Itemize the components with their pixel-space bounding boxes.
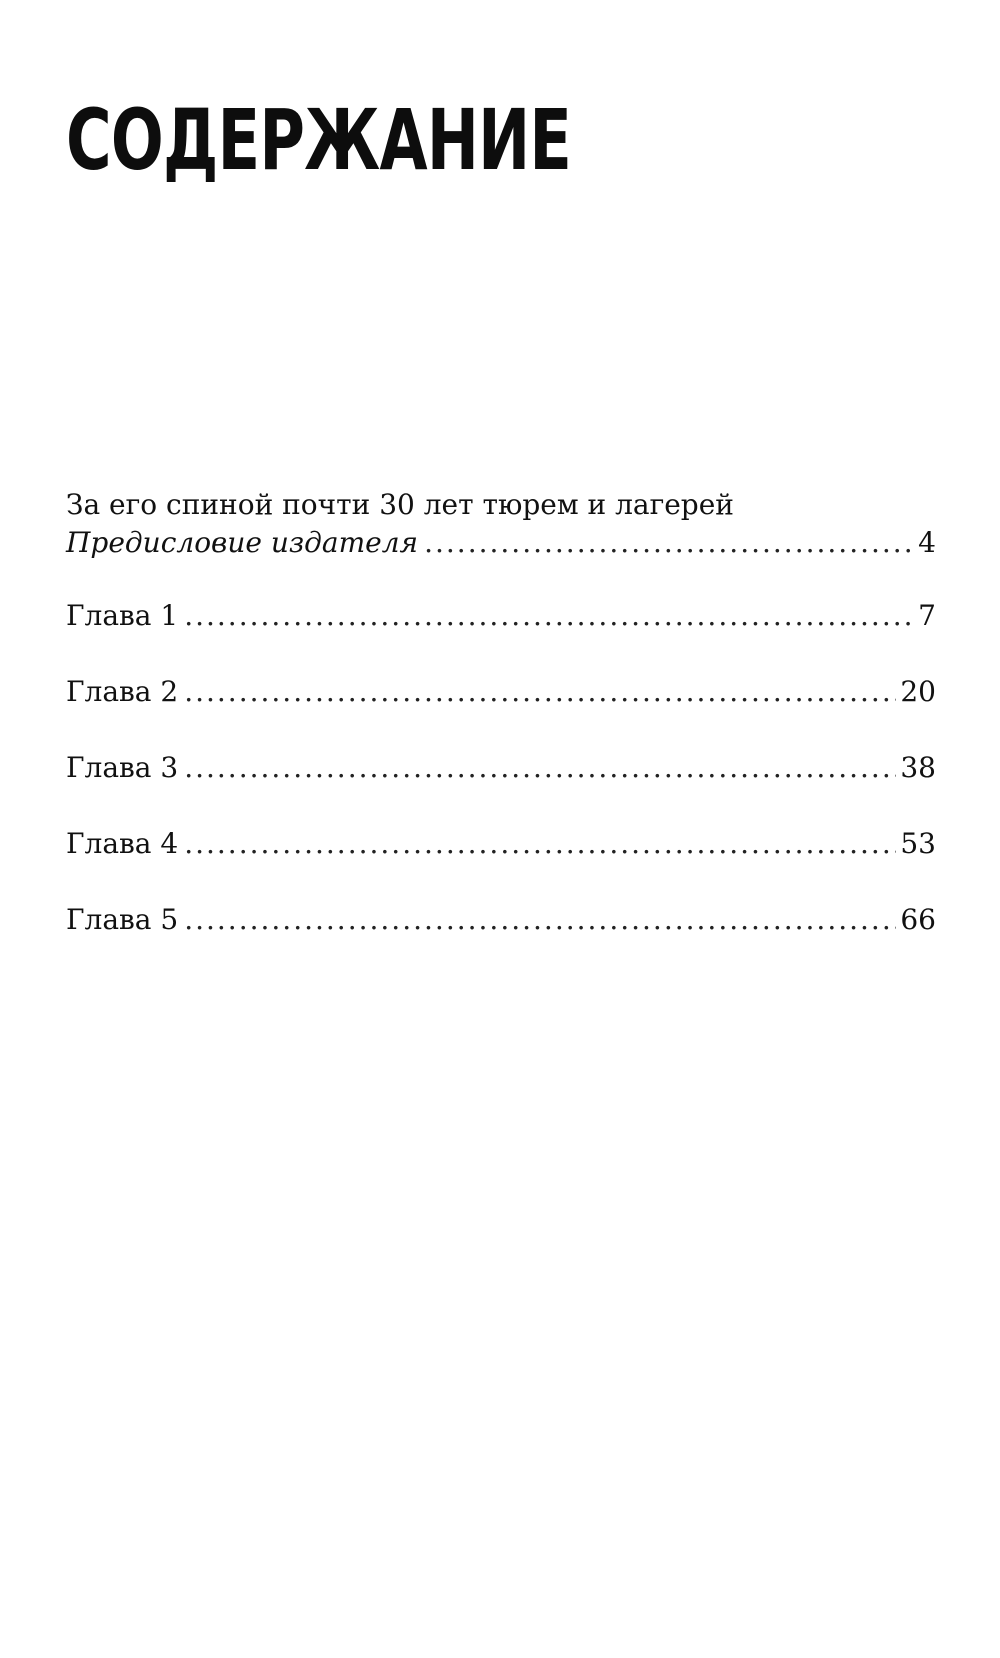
toc-preface-title: За его спиной почти 30 лет тюрем и лагерей xyxy=(66,488,734,521)
toc-page-number: 38 xyxy=(900,751,936,784)
toc-entry-chapter-3[interactable] xyxy=(66,749,936,787)
toc-entry-preface[interactable] xyxy=(66,486,936,562)
toc-chapter-label: Глава 2 xyxy=(66,675,179,708)
toc-entry-chapter-2[interactable] xyxy=(66,673,936,711)
toc-chapter-label: Глава 5 xyxy=(66,903,179,936)
toc-entry-chapter-4[interactable] xyxy=(66,825,936,863)
table-of-contents xyxy=(66,486,936,977)
toc-entry-chapter-5[interactable] xyxy=(66,901,936,939)
toc-chapter-label: Глава 4 xyxy=(66,827,179,860)
toc-page-number: 53 xyxy=(900,827,936,860)
page-title: СОДЕРЖАНИЕ xyxy=(66,91,572,189)
toc-page-number: 7 xyxy=(918,599,936,632)
toc-preface-line xyxy=(66,524,936,562)
dot-leader xyxy=(184,597,914,635)
dot-leader xyxy=(184,673,896,711)
toc-page-number: 4 xyxy=(918,526,936,559)
dot-leader xyxy=(184,901,896,939)
toc-page-number: 20 xyxy=(900,675,936,708)
dot-leader xyxy=(424,524,914,562)
toc-entry-chapter-1[interactable] xyxy=(66,597,936,635)
toc-chapter-label: Глава 3 xyxy=(66,751,179,784)
toc-preface-subtitle: Предисловие издателя xyxy=(66,526,419,559)
dot-leader xyxy=(184,825,896,863)
toc-page-number: 66 xyxy=(900,903,936,936)
dot-leader xyxy=(184,749,896,787)
toc-chapter-label: Глава 1 xyxy=(66,599,179,632)
